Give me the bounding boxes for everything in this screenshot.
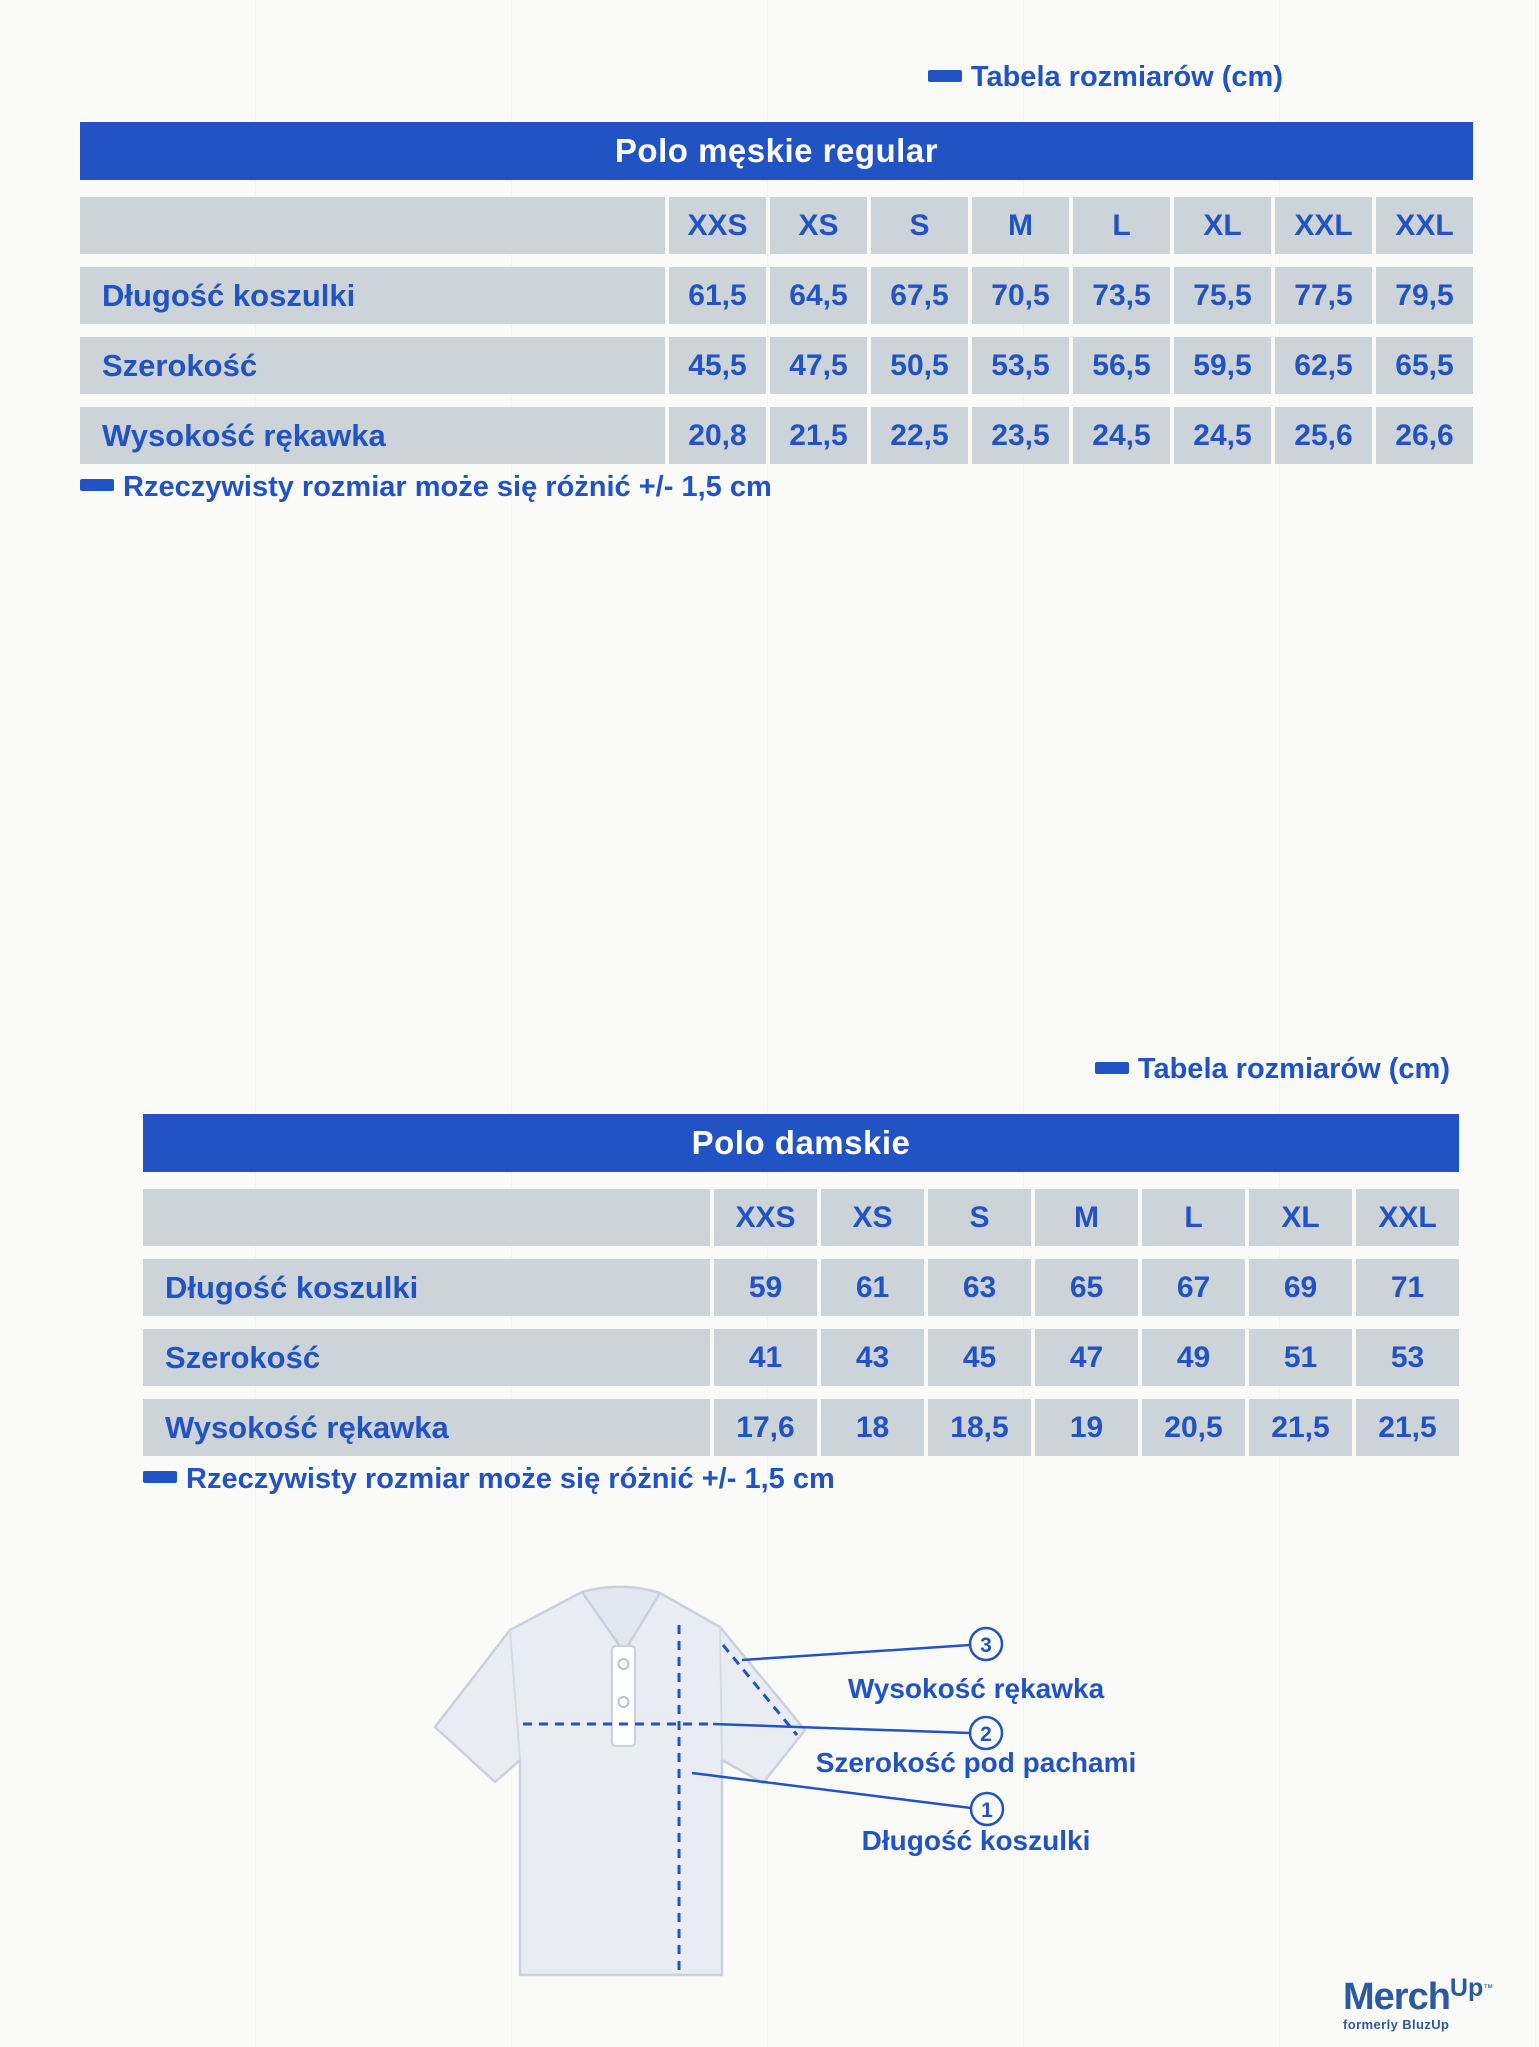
row-label: Długość koszulki: [143, 1259, 710, 1316]
size-grid: [80, 197, 1473, 464]
value-cell: 73,5: [1073, 267, 1170, 324]
value-cell: 63: [928, 1259, 1031, 1316]
polo-measurement-diagram: [400, 1560, 1180, 2020]
value-cell: 21,5: [1249, 1399, 1352, 1456]
value-cell: 71: [1356, 1259, 1459, 1316]
size-header-cell: L: [1073, 197, 1170, 254]
trademark-symbol: ™: [1483, 1983, 1494, 1994]
dash-icon: [80, 479, 114, 491]
size-header-cell: L: [1142, 1189, 1245, 1246]
callout-label: Szerokość pod pachami: [815, 1747, 1137, 1778]
value-cell: 59: [714, 1259, 817, 1316]
size-header-cell: XL: [1174, 197, 1271, 254]
logo-tagline: formerly BluzUp: [1343, 2017, 1450, 2032]
value-cell: 45: [928, 1329, 1031, 1386]
tolerance-note: [80, 470, 1473, 504]
callout-line-1: [692, 1773, 971, 1808]
value-cell: 53: [1356, 1329, 1459, 1386]
dash-icon: [1095, 1062, 1129, 1074]
value-cell: 49: [1142, 1329, 1245, 1386]
size-header-cell: S: [871, 197, 968, 254]
size-header-cell: XXL: [1275, 197, 1372, 254]
value-cell: 69: [1249, 1259, 1352, 1316]
value-cell: 18: [821, 1399, 924, 1456]
value-cell: 77,5: [1275, 267, 1372, 324]
value-cell: 65: [1035, 1259, 1138, 1316]
value-cell: 25,6: [1275, 407, 1372, 464]
value-cell: 24,5: [1073, 407, 1170, 464]
callout-label: Wysokość rękawka: [847, 1673, 1105, 1704]
value-cell: 18,5: [928, 1399, 1031, 1456]
value-cell: 62,5: [1275, 337, 1372, 394]
size-header-cell: XXL: [1356, 1189, 1459, 1246]
size-header-cell: XS: [770, 197, 867, 254]
row-label: Długość koszulki: [80, 267, 665, 324]
button-icon: [619, 1659, 629, 1669]
value-cell: 51: [1249, 1329, 1352, 1386]
value-cell: 24,5: [1174, 407, 1271, 464]
value-cell: 61: [821, 1259, 924, 1316]
header-spacer-cell: [80, 197, 665, 254]
row-label: Wysokość rękawka: [80, 407, 665, 464]
value-cell: 65,5: [1376, 337, 1473, 394]
value-cell: 20,8: [669, 407, 766, 464]
logo-up-text: Up: [1449, 1974, 1484, 2002]
womens-size-table: [143, 1052, 1459, 1496]
dash-icon: [143, 1471, 177, 1483]
size-header-cell: XXS: [714, 1189, 817, 1246]
size-chart-heading: [143, 1052, 1459, 1086]
value-cell: 56,5: [1073, 337, 1170, 394]
value-cell: 67,5: [871, 267, 968, 324]
row-label: Szerokość: [80, 337, 665, 394]
value-cell: 47,5: [770, 337, 867, 394]
value-cell: 17,6: [714, 1399, 817, 1456]
callout-line-3: [742, 1645, 970, 1660]
table-title: Polo męskie regular: [614, 132, 939, 169]
callout-number: 2: [980, 1723, 992, 1746]
tolerance-note: [143, 1462, 1459, 1496]
value-cell: 75,5: [1174, 267, 1271, 324]
size-chart-heading-label: Tabela rozmiarów (cm): [1137, 1053, 1450, 1085]
value-cell: 50,5: [871, 337, 968, 394]
value-cell: 61,5: [669, 267, 766, 324]
merchup-logo: [1343, 1974, 1494, 2032]
value-cell: 21,5: [1356, 1399, 1459, 1456]
value-cell: 53,5: [972, 337, 1069, 394]
size-header-cell: XXS: [669, 197, 766, 254]
tolerance-note-label: Rzeczywisty rozmiar może się różnić +/- 1,5 cm: [186, 1462, 835, 1495]
value-cell: 43: [821, 1329, 924, 1386]
value-cell: 26,6: [1376, 407, 1473, 464]
row-label: Szerokość: [143, 1329, 710, 1386]
size-header-cell: M: [972, 197, 1069, 254]
tolerance-note-label: Rzeczywisty rozmiar może się różnić +/- 1,5 cm: [123, 470, 772, 503]
value-cell: 47: [1035, 1329, 1138, 1386]
value-cell: 59,5: [1174, 337, 1271, 394]
size-header-cell: XL: [1249, 1189, 1352, 1246]
size-header-cell: M: [1035, 1189, 1138, 1246]
callout-number: 3: [980, 1634, 992, 1657]
size-header-cell: XS: [821, 1189, 924, 1246]
size-grid: [143, 1189, 1459, 1456]
value-cell: 20,5: [1142, 1399, 1245, 1456]
logo-brand-text: Merch: [1343, 1976, 1450, 2018]
value-cell: 67: [1142, 1259, 1245, 1316]
value-cell: 64,5: [770, 267, 867, 324]
size-chart-heading-label: Tabela rozmiarów (cm): [970, 61, 1283, 93]
button-icon: [619, 1697, 629, 1707]
callout-number: 1: [981, 1799, 993, 1822]
callout-label: Długość koszulki: [861, 1825, 1091, 1856]
table-title-band: [80, 122, 1473, 180]
table-title-band: [143, 1114, 1459, 1172]
header-spacer-cell: [143, 1189, 710, 1246]
value-cell: 45,5: [669, 337, 766, 394]
value-cell: 19: [1035, 1399, 1138, 1456]
value-cell: 41: [714, 1329, 817, 1386]
row-label: Wysokość rękawka: [143, 1399, 710, 1456]
value-cell: 23,5: [972, 407, 1069, 464]
size-chart-heading: [80, 60, 1473, 94]
value-cell: 79,5: [1376, 267, 1473, 324]
size-header-cell: S: [928, 1189, 1031, 1246]
value-cell: 21,5: [770, 407, 867, 464]
dash-icon: [928, 70, 962, 82]
mens-size-table: [80, 60, 1473, 504]
value-cell: 70,5: [972, 267, 1069, 324]
size-header-cell: XXL: [1376, 197, 1473, 254]
table-title: Polo damskie: [691, 1124, 911, 1161]
value-cell: 22,5: [871, 407, 968, 464]
